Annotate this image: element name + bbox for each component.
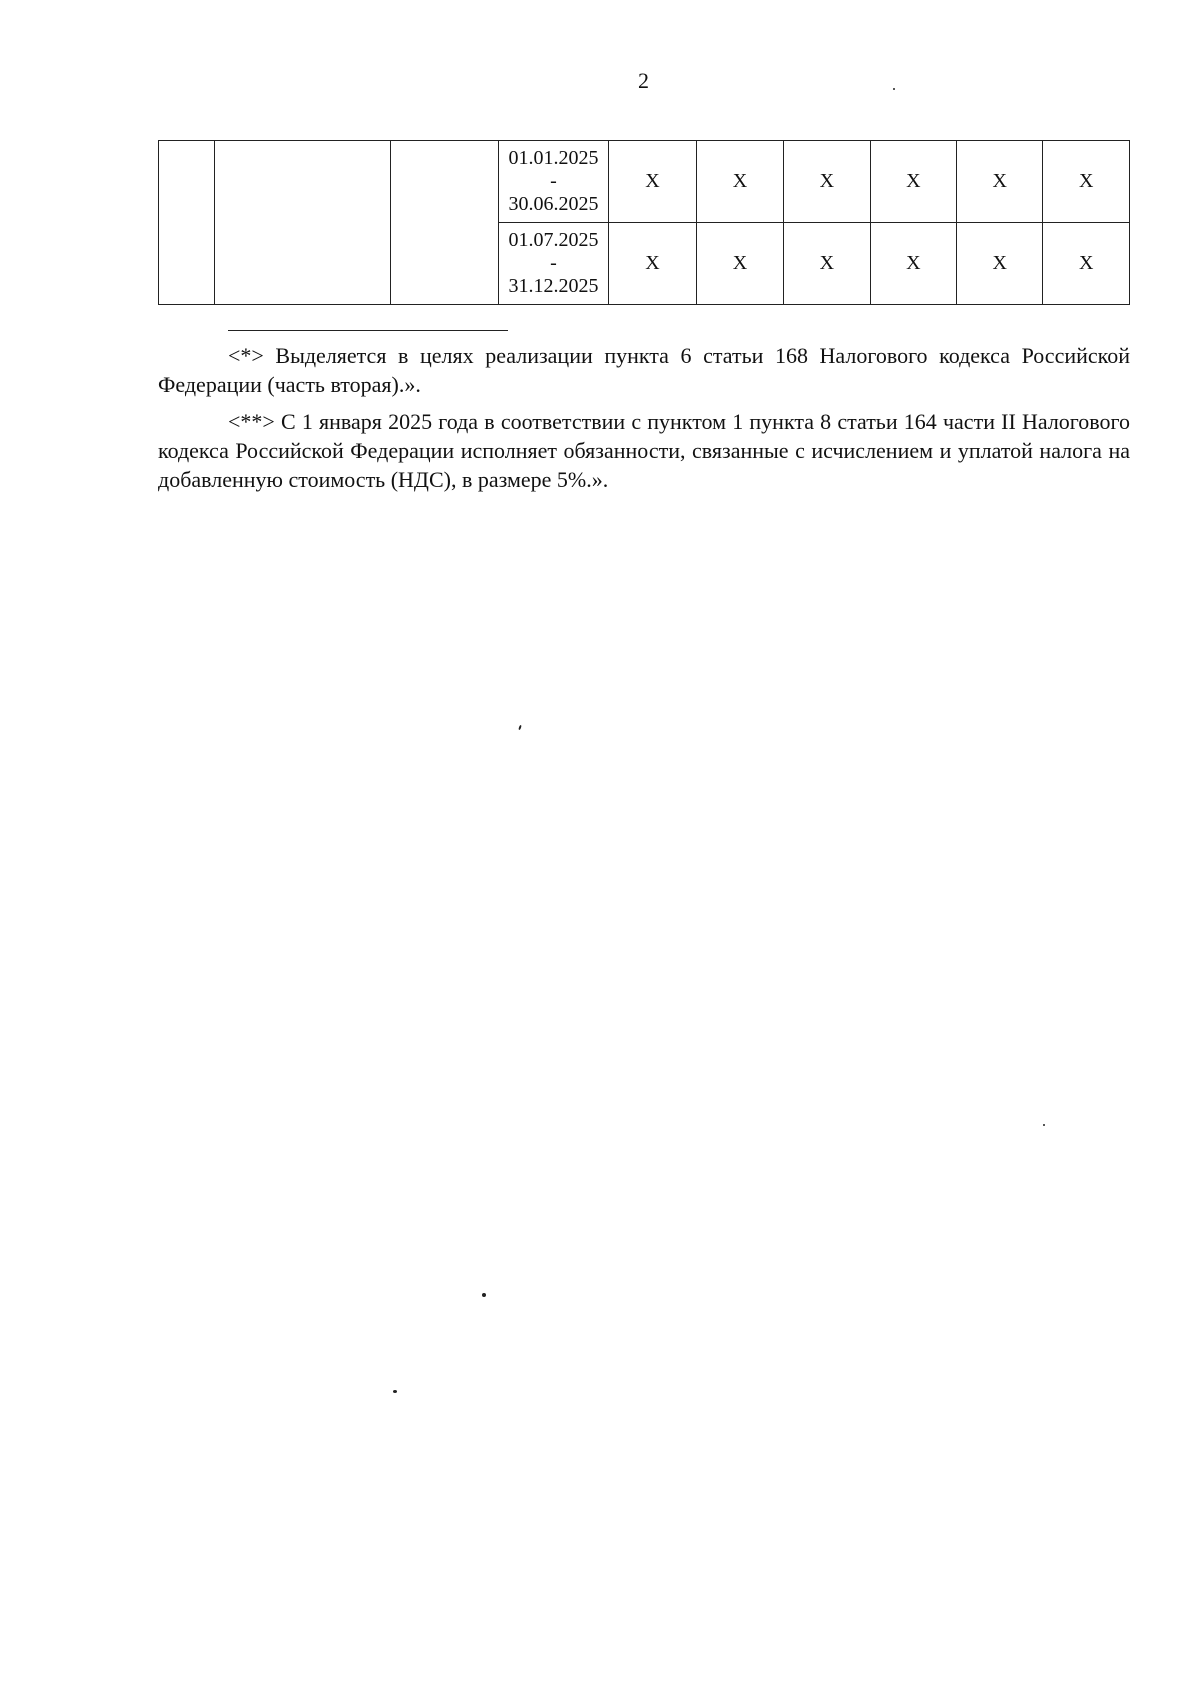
scan-speck bbox=[482, 1293, 486, 1297]
page-number: 2 bbox=[638, 68, 649, 93]
period-cell bbox=[498, 141, 609, 223]
table-cell-empty bbox=[159, 141, 215, 305]
mark-cell: X bbox=[784, 141, 870, 223]
footnote-1: <*> Выделяется в целях реализации пункта 6 статьи 168 Налогового кодекса Российской Федерации (часть вторая).». bbox=[158, 343, 1130, 397]
period-end: 30.06.2025 bbox=[508, 193, 599, 215]
scan-speck bbox=[1043, 1124, 1045, 1126]
mark-cell: X bbox=[609, 223, 696, 305]
mark-cell: X bbox=[696, 223, 783, 305]
mark-cell: X bbox=[870, 141, 956, 223]
footnote-2: <**> С 1 января 2025 года в соответствии с пунктом 1 пункта 8 статьи 164 части II Налогового кодекса Российской Федерации исполняет обязанности, связанные с исчислением и уплатой налога на добавленную стоимость (НДС), в размере 5%.». bbox=[158, 409, 1130, 492]
period-start: 01.01.2025 bbox=[508, 147, 599, 169]
period-dash: - bbox=[550, 170, 557, 192]
scan-speck bbox=[518, 725, 522, 730]
scan-speck bbox=[393, 1390, 397, 1393]
period-table bbox=[158, 140, 1130, 305]
mark-cell: X bbox=[696, 141, 783, 223]
period-cell bbox=[498, 223, 609, 305]
period-end: 31.12.2025 bbox=[508, 275, 599, 297]
mark-cell: X bbox=[609, 141, 696, 223]
mark-cell: X bbox=[957, 223, 1043, 305]
mark-cell: X bbox=[870, 223, 956, 305]
table-row bbox=[159, 141, 1130, 223]
mark-cell: X bbox=[1043, 223, 1130, 305]
mark-cell: X bbox=[957, 141, 1043, 223]
period-start: 01.07.2025 bbox=[508, 229, 599, 251]
scan-speck bbox=[893, 88, 895, 90]
mark-cell: X bbox=[784, 223, 870, 305]
period-dash: - bbox=[550, 252, 557, 274]
mark-cell: X bbox=[1043, 141, 1130, 223]
table-cell-empty bbox=[215, 141, 391, 305]
table-cell-empty bbox=[391, 141, 499, 305]
footnote-separator bbox=[228, 330, 508, 331]
